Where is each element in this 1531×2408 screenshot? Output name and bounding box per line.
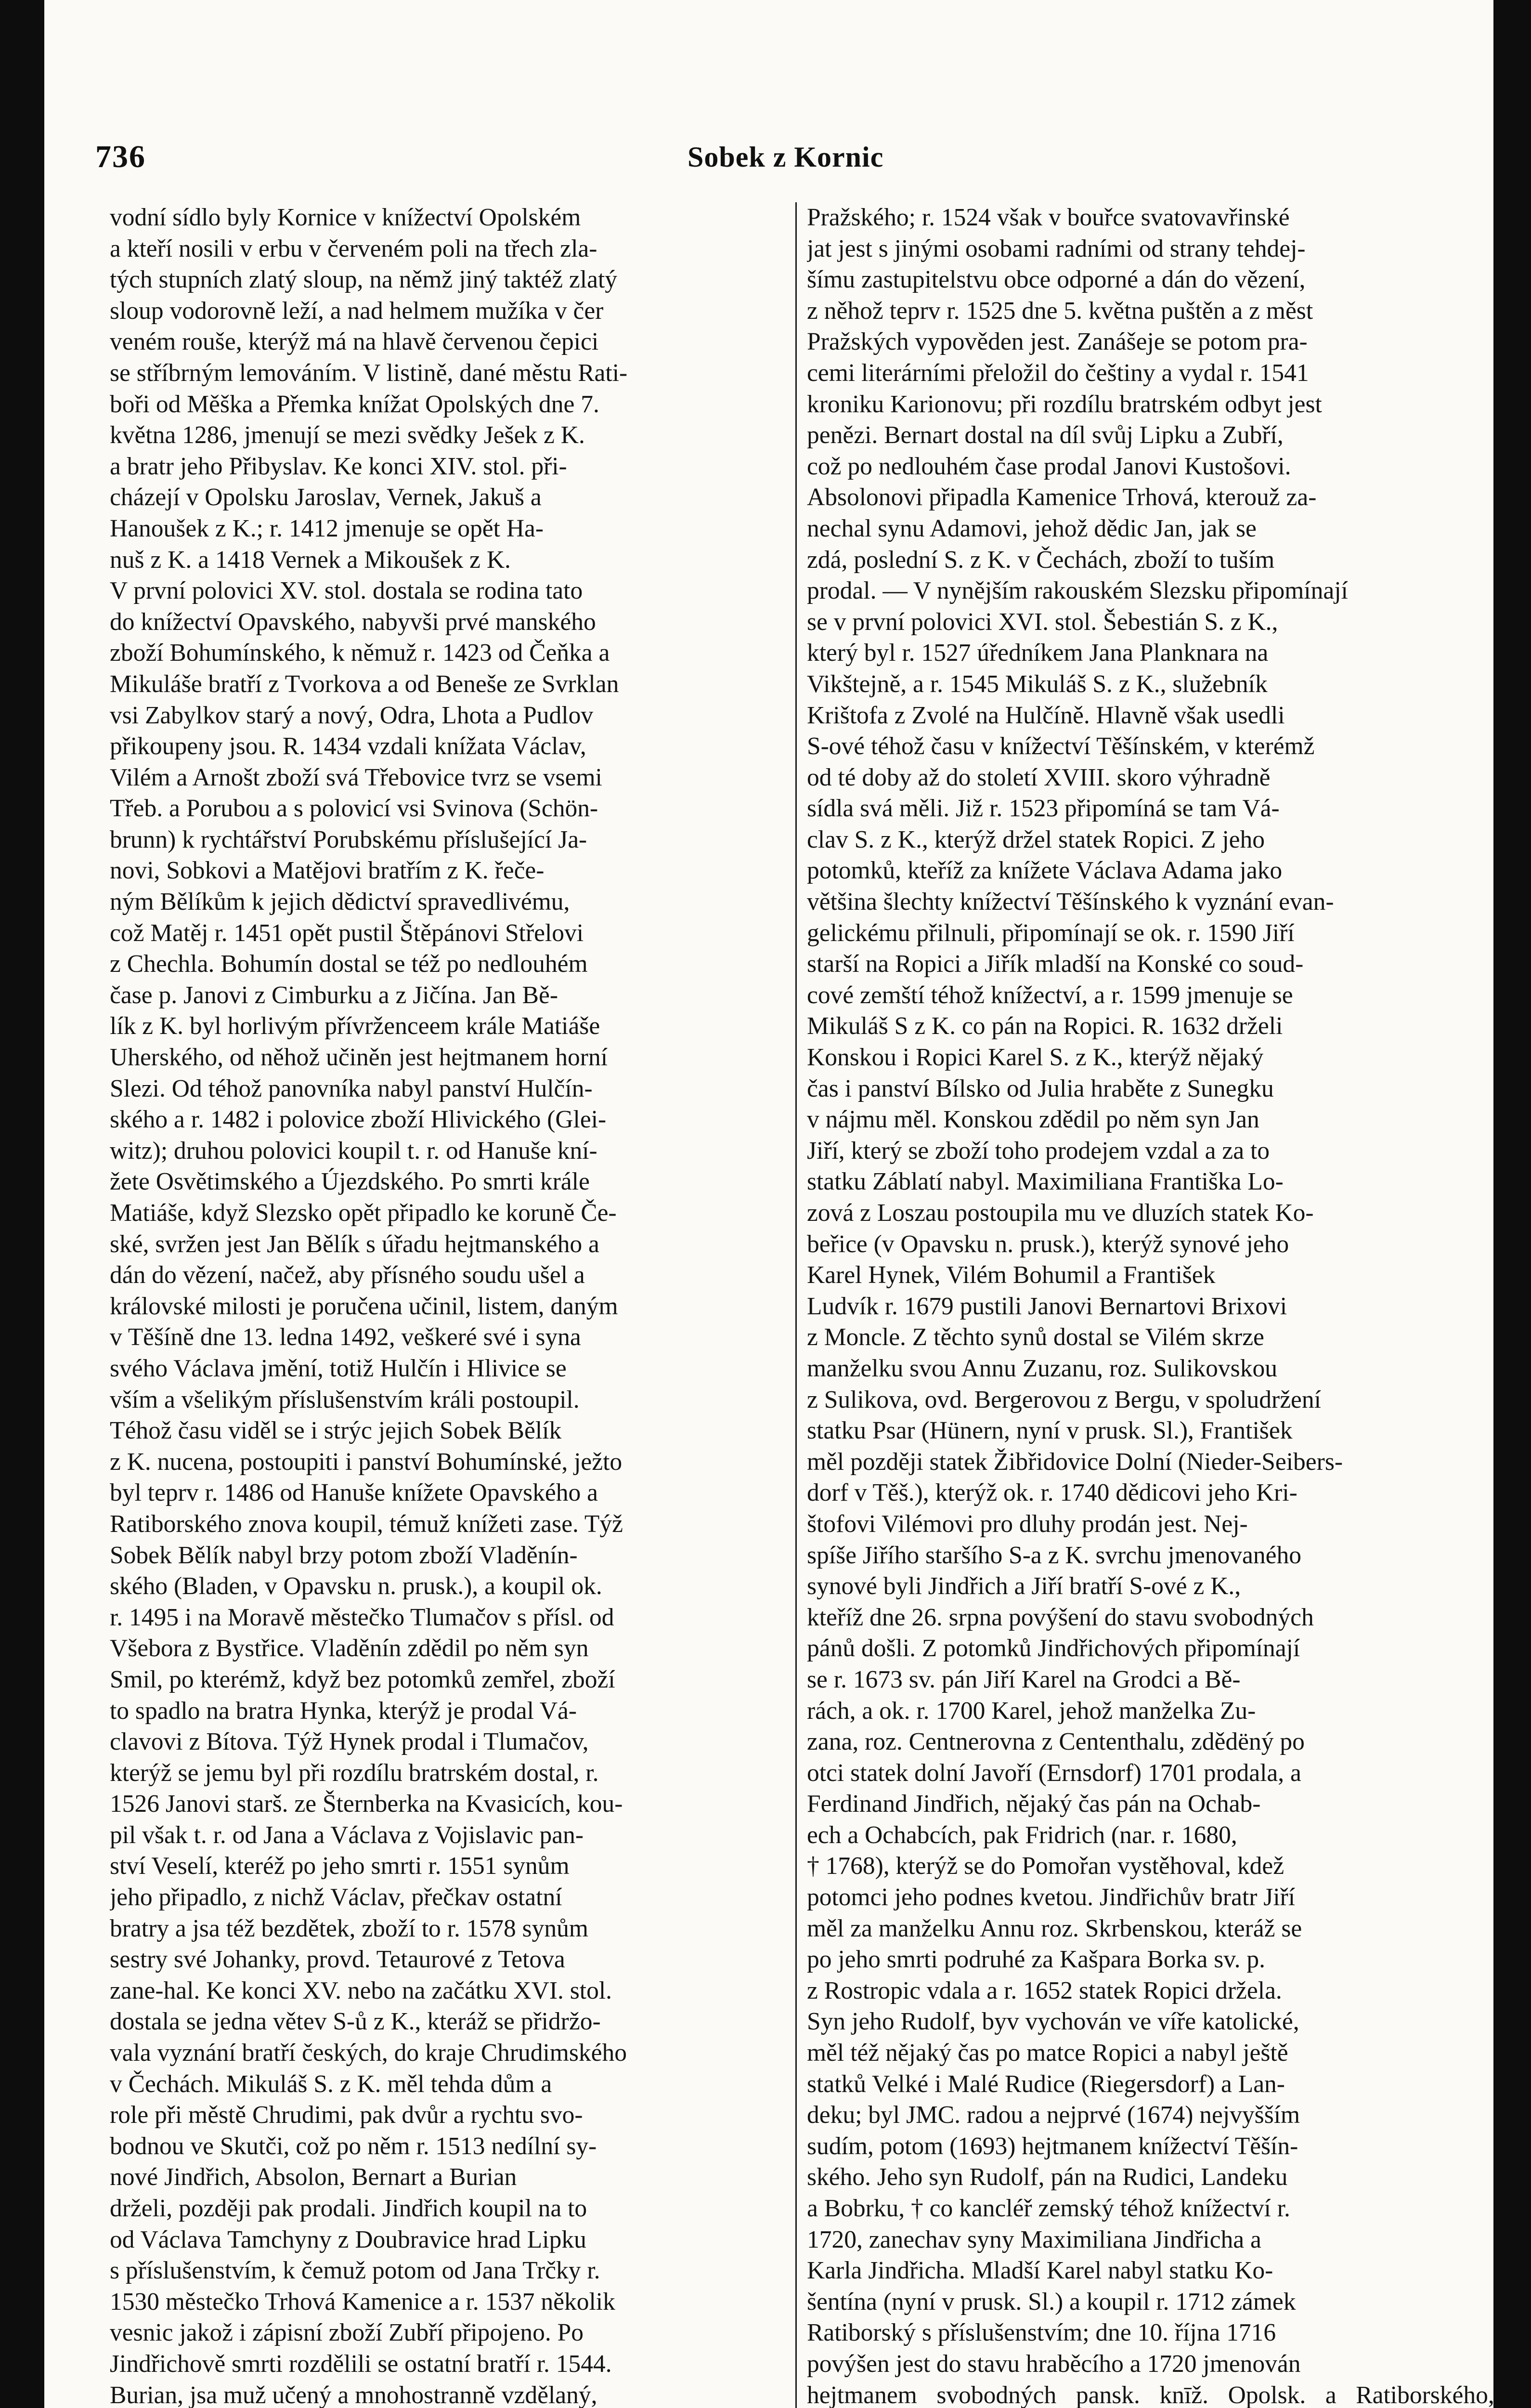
text-line: povýšen jest do stavu hraběcího a 1720 jmenován — [807, 2350, 1301, 2378]
text-line: měl též nějaký čas po matce Ropici a nabyl ještě — [807, 2039, 1288, 2067]
text-line: Uherského, od něhož učiněn jest hejtmanem horní — [110, 1044, 608, 1072]
text-line: Krištofa z Zvolé na Hulčíně. Hlavně však usedli — [807, 701, 1285, 729]
text-line: Ratiborský s příslušenstvím; dne 10. října 1716 — [807, 2319, 1276, 2347]
text-line: zana, roz. Centnerovna z Cententhalu, zdědëný po — [807, 1728, 1305, 1756]
text-line: měl později statek Žibřidovice Dolní (Nieder-Seibers- — [807, 1448, 1343, 1476]
text-line: sídla svá měli. Již r. 1523 připomíná se tam Vá- — [807, 795, 1280, 823]
text-line: vším a všelikým příslušenstvím králi postoupil. — [110, 1386, 580, 1413]
text-line: Ratiborského znova koupil, témuž knížeti zase. Týž — [110, 1510, 623, 1538]
text-line: ské, svržen jest Jan Bělík s úřadu hejtmanského a — [110, 1230, 599, 1258]
text-line: v Čechách. Mikuláš S. z K. měl tehda dům a — [110, 2070, 552, 2098]
text-line: šentína (nyní v prusk. Sl.) a koupil r. 1712 zámek — [807, 2288, 1296, 2316]
text-line: pil však t. r. od Jana a Václava z Vojislavic pan- — [110, 1821, 584, 1849]
text-line: s příslušenstvím, k čemuž potom od Jana Trčky r. — [110, 2257, 600, 2285]
text-line: Třeb. a Porubou a s polovicí vsi Svinova (Schön- — [110, 795, 598, 823]
text-line: bratry a jsa též bezdětek, zboží to r. 1578 synům — [110, 1914, 588, 1942]
text-line: jat jest s jinými osobami radními od strany tehdej- — [807, 235, 1306, 262]
text-line: witz); druhou polovici koupil t. r. od Hanuše kní- — [110, 1137, 597, 1165]
text-line: to spadlo na bratra Hynka, kterýž je prodal Vá- — [110, 1697, 577, 1725]
text-line: r. 1495 i na Moravě městečko Tlumačov s přísl. od — [110, 1603, 614, 1631]
running-title: Sobek z Kornic — [688, 141, 884, 173]
text-line: vodní sídlo byly Kornice v knížectví Opolském — [110, 204, 581, 231]
text-line: Konskou i Ropici Karel S. z K., kterýž nějaký — [807, 1044, 1264, 1072]
text-line: 1530 městečko Trhová Kamenice a r. 1537 několik — [110, 2288, 615, 2316]
text-line: statků Velké i Malé Rudice (Riegersdorf) a Lan- — [807, 2070, 1285, 2098]
text-line: v Těšíně dne 13. ledna 1492, veškeré své i syna — [110, 1323, 581, 1351]
text-line: Pražských vypověden jest. Zanášeje se potom pra- — [807, 328, 1308, 356]
text-line: lík z K. byl horlivým přívrženceem krále Matiáše — [110, 1012, 600, 1040]
text-line: kroniku Karionovu; při rozdílu bratrském odbyt jest — [807, 390, 1322, 418]
text-line: svého Václava jmění, totiž Hulčín i Hlivice se — [110, 1354, 567, 1382]
text-line: nechal synu Adamovi, jehož dědic Jan, jak se — [807, 514, 1257, 542]
text-line: penězi. Bernart dostal na díl svůj Lipku a Zubří, — [807, 421, 1284, 449]
text-line: a kteří nosili v erbu v červeném poli na třech zla- — [110, 235, 597, 262]
text-line: cové zemští téhož knížectví, a r. 1599 jmenuje se — [807, 981, 1293, 1009]
text-line: z Moncle. Z těchto synů dostal se Vilém skrze — [807, 1323, 1264, 1351]
text-line: sudím, potom (1693) hejtmanem knížectví Těšín- — [807, 2132, 1298, 2160]
text-line: z něhož teprv r. 1525 dne 5. května puštěn a z měst — [807, 297, 1313, 325]
text-line: Sobek Bělík nabyl brzy potom zboží Vladěnín- — [110, 1541, 578, 1569]
text-line: byl teprv r. 1486 od Hanuše knížete Opavského a — [110, 1479, 598, 1507]
text-line: 1526 Janovi starš. ze Šternberka na Kvasicích, kou- — [110, 1790, 623, 1818]
text-line: do knížectví Opavského, nabyvši prvé manského — [110, 608, 596, 636]
text-line: statku Záblatí nabyl. Maximiliana Františka Lo- — [807, 1168, 1284, 1196]
text-line: potomci jeho podnes kvetou. Jindřichův bratr Jiří — [807, 1884, 1296, 1911]
text-line: dán do vězení, načež, aby přísného soudu ušel a — [110, 1261, 585, 1289]
scan-border-right — [1493, 0, 1531, 2408]
text-line: novi, Sobkovi a Matějovi bratřím z K. řeče- — [110, 857, 545, 885]
text-line: od Václava Tamchyny z Doubravice hrad Lipku — [110, 2225, 586, 2253]
text-line: se stříbrným lemováním. V listině, dané městu Rati- — [110, 359, 628, 387]
text-line: Mikuláš S z K. co pán na Ropici. R. 1632 drželi — [807, 1012, 1283, 1040]
text-line: Vikštejně, a r. 1545 Mikuláš S. z K., služebník — [807, 670, 1268, 698]
text-line: pánů došli. Z potomků Jindřichových připomínají — [807, 1635, 1300, 1662]
text-line: štofovi Vilémovi pro dluhy prodán jest. Nej- — [807, 1510, 1248, 1538]
text-line: S-ové téhož času v knížectví Těšínském, v kterémž — [807, 733, 1315, 760]
text-line: vesnic jakož i zápisní zboží Zubří připojeno. Po — [110, 2319, 584, 2347]
text-line: sestry své Johanky, provd. Tetaurové z Tetova — [110, 1946, 565, 1974]
page-number: 736 — [95, 139, 146, 174]
text-line: manželku svou Annu Zuzanu, roz. Sulikovskou — [807, 1354, 1277, 1382]
text-line: veném rouše, kterýž má na hlavě červenou čepici — [110, 328, 599, 356]
text-line: jeho připadlo, z nichž Václav, přečkav ostatní — [110, 1884, 562, 1911]
text-line: zane-hal. Ke konci XV. nebo na začátku XVI. stol. — [110, 1976, 612, 2004]
text-line: který byl r. 1527 úředníkem Jana Planknara na — [807, 639, 1269, 667]
text-line: ství Veselí, kteréž po jeho smrti r. 1551 synům — [110, 1852, 570, 1880]
text-line: Všebora z Bystřice. Vladěnín zdědil po něm syn — [110, 1635, 589, 1662]
page-header — [95, 139, 1443, 182]
text-line: drželi, později pak prodali. Jindřich koupil na to — [110, 2195, 587, 2222]
text-line: V první polovici XV. stol. dostala se rodina tato — [110, 577, 583, 605]
text-line: zboží Bohumínského, k němuž r. 1423 od Čeňka a — [110, 639, 610, 667]
text-line: většina šlechty knížectví Těšínského k vyznání evan- — [807, 888, 1334, 916]
text-line: čase p. Janovi z Cimburku a z Jičína. Jan Bě- — [110, 981, 558, 1009]
text-line: Pražského; r. 1524 však v bouřce svatovavřinské — [807, 204, 1290, 231]
column-divider — [795, 202, 797, 2408]
text-line: tých stupních zlatý sloup, na němž jiný taktéž zlatý — [110, 266, 618, 294]
text-line: hejtmanem svobodných pansk. knīž. Opolsk. a Ratiborského, — [807, 2381, 1494, 2408]
text-line: a bratr jeho Přibyslav. Ke konci XIV. stol. při- — [110, 452, 567, 480]
text-line: Karla Jindřicha. Mladší Karel nabyl statku Ko- — [807, 2257, 1273, 2285]
text-line: bodnou ve Skutči, což po něm r. 1513 nedílní sy- — [110, 2132, 597, 2160]
text-line: se v první polovici XVI. stol. Šebestián S. z K., — [807, 608, 1278, 636]
text-line: Ludvík r. 1679 pustili Janovi Bernartovi Brixovi — [807, 1292, 1287, 1320]
text-line: a Bobrku, † co kancléř zemský téhož knížectví r. — [807, 2195, 1290, 2222]
text-line: dorf v Těš.), kterýž ok. r. 1740 dědicovi jeho Kri- — [807, 1479, 1297, 1507]
text-line: Téhož času viděl se i strýc jejich Sobek Bělík — [110, 1417, 562, 1445]
text-line: potomků, kteříž za knížete Václava Adama jako — [807, 857, 1283, 885]
text-line: Syn jeho Rudolf, byv vychován ve víře katolické, — [807, 2008, 1299, 2036]
text-line: Vilém a Arnošt zboží svá Třebovice tvrz se vsemi — [110, 763, 602, 791]
text-line: cemi literárními přeložil do češtiny a vydal r. 1541 — [807, 359, 1309, 387]
text-line: což Matěj r. 1451 opět pustil Štěpánovi Střelovi — [110, 919, 584, 947]
text-line: ným Bělíkům k jejich dědictví spravedlivému, — [110, 888, 570, 916]
text-line: clav S. z K., kterýž držel statek Ropici. Z jeho — [807, 825, 1265, 853]
text-line: ského a r. 1482 i polovice zboží Hlivického (Glei- — [110, 1106, 607, 1134]
text-line: z Sulikova, ovd. Bergerovou z Bergu, v spoludržení — [807, 1386, 1321, 1413]
text-line: boři od Měška a Přemka knížat Opolských dne 7. — [110, 390, 599, 418]
text-line: synové byli Jindřich a Jiří bratří S-ové z K., — [807, 1572, 1241, 1600]
text-line: ského. Jeho syn Rudolf, pán na Rudici, Landeku — [807, 2163, 1288, 2191]
text-column-right — [807, 202, 1494, 2408]
text-line: královské milosti je poručena učinil, listem, daným — [110, 1292, 618, 1320]
text-line: z Chechla. Bohumín dostal se též po nedlouhém — [110, 950, 588, 978]
text-line: z K. nucena, postoupiti i panství Bohumínské, ježto — [110, 1448, 623, 1476]
text-line: starší na Ropici a Jiřík mladší na Konské co soud- — [807, 950, 1304, 978]
text-column-left — [110, 202, 797, 2408]
text-line: Jiří, který se zboží toho prodejem vzdal a za to — [807, 1137, 1270, 1165]
text-line: žete Osvětimského a Újezdského. Po smrti krále — [110, 1168, 590, 1196]
text-line: Burian, jsa muž učený a mnohostranně vzdělaný, — [110, 2381, 597, 2408]
text-line: nové Jindřich, Absolon, Bernart a Burian — [110, 2163, 517, 2191]
text-line: vala vyznání bratří českých, do kraje Chrudimského — [110, 2039, 627, 2067]
text-line: cházejí v Opolsku Jaroslav, Vernek, Jakuš a — [110, 484, 542, 511]
text-line: clavovi z Bítova. Týž Hynek prodal i Tlumačov, — [110, 1728, 589, 1756]
text-line: spíše Jiřího staršího S-a z K. svrchu jmenovaného — [807, 1541, 1301, 1569]
text-line: 1720, zanechav syny Maximiliana Jindřicha a — [807, 2225, 1261, 2253]
text-line: † 1768), kterýž se do Pomořan vystěhoval, kdež — [807, 1852, 1284, 1880]
text-line: Mikuláše bratří z Tvorkova a od Beneše ze Svrklan — [110, 670, 619, 698]
text-line: května 1286, jmenují se mezi svědky Ješek z K. — [110, 421, 585, 449]
text-line: vsi Zabylkov starý a nový, Odra, Lhota a Pudlov — [110, 701, 594, 729]
text-line: přikoupeny jsou. R. 1434 vzdali knížata Václav, — [110, 733, 586, 760]
text-line: statku Psar (Hünern, nyní v prusk. Sl.), František — [807, 1417, 1293, 1445]
text-line: brunn) k rychtářství Porubskému příslušející Ja- — [110, 825, 587, 853]
text-line: role při městě Chrudimi, pak dvůr a rychtu svo- — [110, 2101, 583, 2129]
text-line: čas i panství Bílsko od Julia hraběte z Sunegku — [807, 1074, 1274, 1102]
text-line: Ferdinand Jindřich, nějaký čas pán na Ochab- — [807, 1790, 1261, 1818]
text-line: Matiáše, když Slezsko opět připadlo ke koruně Če- — [110, 1199, 617, 1227]
text-line: šímu zastupitelstvu obce odporné a dán do vězení, — [807, 266, 1306, 294]
text-line: Hanoušek z K.; r. 1412 jmenuje se opět Ha- — [110, 514, 544, 542]
text-line: rách, a ok. r. 1700 Karel, jehož manželka Zu- — [807, 1697, 1256, 1725]
text-line: ech a Ochabcích, pak Fridrich (nar. r. 1680, — [807, 1821, 1237, 1849]
text-line: kterýž se jemu byl při rozdílu bratrském dostal, r. — [110, 1759, 599, 1787]
text-line: gelickému přilnuli, připomínají se ok. r. 1590 Jiří — [807, 919, 1295, 947]
text-line: zdá, poslední S. z K. v Čechách, zboží to tuším — [807, 546, 1275, 574]
text-line: deku; byl JMC. radou a nejprvé (1674) nejvyšším — [807, 2101, 1300, 2129]
text-line: v nájmu měl. Konskou zdědil po něm syn Jan — [807, 1106, 1259, 1134]
text-line: nuš z K. a 1418 Vernek a Mikoušek z K. — [110, 546, 511, 574]
text-line: z Rostropic vdala a r. 1652 statek Ropici držela. — [807, 1976, 1282, 2004]
text-line: sloup vodorovně leží, a nad helmem mužíka v čer — [110, 297, 604, 325]
text-line: měl za manželku Annu roz. Skrbenskou, kteráž se — [807, 1914, 1302, 1942]
text-line: Karel Hynek, Vilém Bohumil a František — [807, 1261, 1216, 1289]
text-line: dostala se jedna větev S-ů z K., kteráž se přidržo- — [110, 2008, 601, 2036]
text-line: od té doby až do století XVIII. skoro výhradně — [807, 763, 1271, 791]
text-line: beřice (v Opavsku n. prusk.), kterýž synové jeho — [807, 1230, 1289, 1258]
text-line: Slezi. Od téhož panovníka nabyl panství Hulčín- — [110, 1074, 593, 1102]
text-line: což po nedlouhém čase prodal Janovi Kustošovi. — [807, 452, 1291, 480]
text-line: prodal. — V nynějším rakouském Slezsku připomínají — [807, 577, 1348, 605]
text-line: Smil, po kterémž, když bez potomků zemřel, zboží — [110, 1665, 615, 1693]
text-line: Jindřichově smrti rozdělili se ostatní bratří r. 1544. — [110, 2350, 612, 2378]
text-line: zová z Loszau postoupila mu ve dluzích statek Ko- — [807, 1199, 1314, 1227]
text-line: kteříž dne 26. srpna povýšení do stavu svobodných — [807, 1603, 1314, 1631]
text-line: ského (Bladen, v Opavsku n. prusk.), a koupil ok. — [110, 1572, 602, 1600]
text-line: po jeho smrti podruhé za Kašpara Borka sv. p. — [807, 1946, 1266, 1974]
scan-border-left — [0, 0, 44, 2408]
text-line: otci statek dolní Javoří (Ernsdorf) 1701 prodala, a — [807, 1759, 1301, 1787]
text-line: se r. 1673 sv. pán Jiří Karel na Grodci a Bě- — [807, 1665, 1241, 1693]
text-line: Absolonovi připadla Kamenice Trhová, kterouž za- — [807, 484, 1317, 511]
